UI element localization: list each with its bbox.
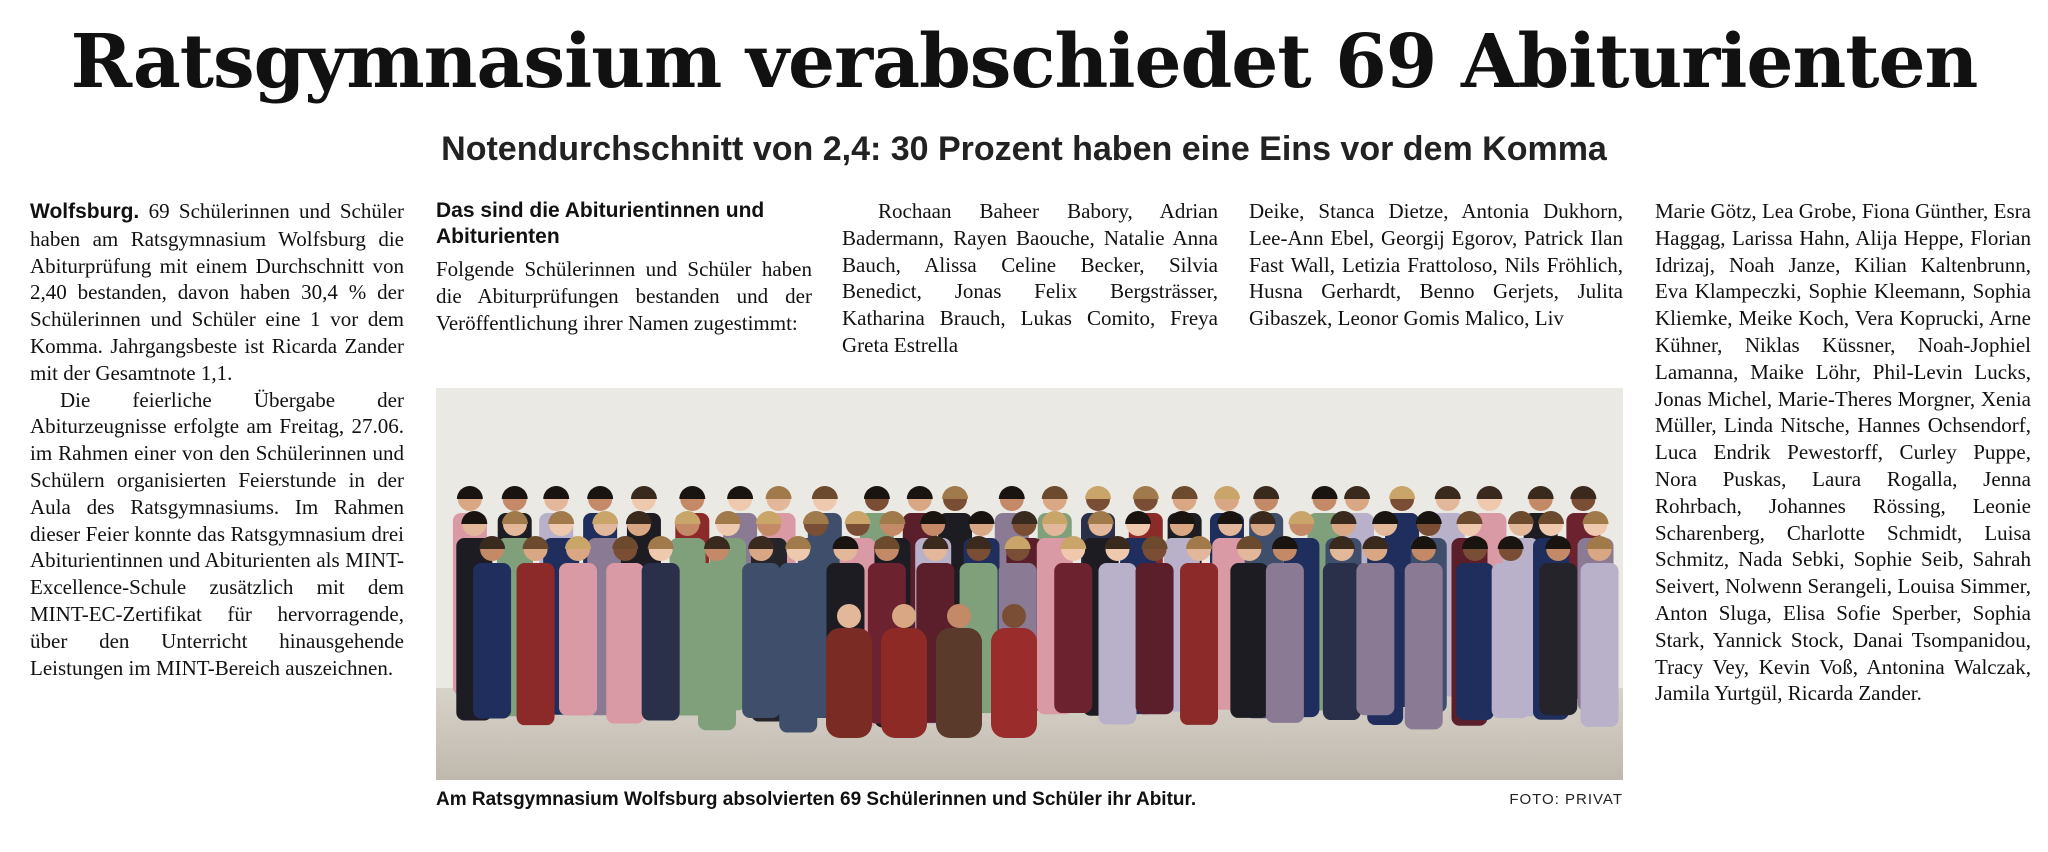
group-photo-illustration <box>436 388 1623 780</box>
person-body <box>1054 563 1092 713</box>
dateline: Wolfsburg. <box>30 200 140 223</box>
person-body <box>1098 563 1136 724</box>
person-body <box>1136 563 1174 714</box>
person-body <box>1492 563 1530 718</box>
person-body <box>779 563 817 733</box>
person-body <box>473 563 511 719</box>
names-list-part-2: Deike, Stanca Dietze, Antonia Dukhorn, Lee-Ann Ebel, Georgij Egorov, Patrick Ilan Fast Wall, Letizia Frattoloso, Nils Fröhlich, Husna Gerhardt, Benno Gerjets, Julita Gibaszek, Leonor Gomis Malico, Liv <box>1249 199 1623 331</box>
person-head <box>1002 604 1026 628</box>
group-photo <box>436 388 1623 780</box>
names-list-part-1: Rochaan Baheer Babory, Adrian Badermann, Rayen Baouche, Natalie Anna Bauch, Alissa Celine Becker, Silvia Benedict, Jonas Felix Bergsträsser, Katharina Brauch, Lukas Comito, Freya Greta Estrella <box>842 199 1218 357</box>
subheadline: Notendurchschnitt von 2,4: 30 Prozent haben eine Eins vor dem Komma <box>441 130 1607 168</box>
person-body <box>1230 563 1268 718</box>
article-paragraph-1 <box>30 198 404 387</box>
names-box-intro: Folgende Schülerinnen und Schüler haben die Abiturprüfungen bestanden und der Veröffentlichung ihrer Namen zugestimmt: <box>436 257 812 335</box>
headline: Ratsgymnasium verabschiedet 69 Abiturienten <box>70 19 1978 105</box>
person-body <box>1180 563 1218 725</box>
person-body <box>1456 563 1494 720</box>
person-body <box>1266 563 1304 723</box>
photo-caption: Am Ratsgymnasium Wolfsburg absolvierten 69 Schülerinnen und Schüler ihr Abitur. <box>436 789 1197 810</box>
person-body <box>991 628 1037 738</box>
person-head <box>892 604 916 628</box>
person-body <box>517 563 555 725</box>
person-body <box>642 563 680 721</box>
person-body <box>698 563 736 730</box>
person-body <box>1405 563 1443 729</box>
person-head <box>837 604 861 628</box>
person-body <box>742 563 780 718</box>
names-list-column-3 <box>1655 198 2031 707</box>
names-list-column-2 <box>1249 198 1623 332</box>
person-head <box>947 604 971 628</box>
person-body <box>1323 563 1361 720</box>
person-body <box>936 628 982 738</box>
names-box-intro-column <box>436 198 812 336</box>
person-body <box>881 628 927 738</box>
person-body <box>606 563 644 724</box>
person-body <box>1581 563 1619 727</box>
photo-caption-bar <box>436 788 1623 812</box>
names-box-heading: Das sind die Abiturientinnen und Abiturienten <box>436 199 765 248</box>
article-paragraph-2: Die feierliche Übergabe der Abiturzeugnisse erfolgte am Freitag, 27.06. im Rahmen einer von den Schülerinnen und Schülern organisierten Feierstunde in der Aula des Ratsgymnasiums. Im Rahmen dieser Feier konnte das Ratsgymnasium drei Abiturientinnen und Abiturienten als MINT-Excellence-Schule zusätzlich mit dem MINT-EC-Zertifikat für hervorragende, über den Unterricht hinausgehende Leistungen im MINT-Bereich auszeichnen. <box>30 387 404 680</box>
names-list-part-3: Marie Götz, Lea Grobe, Fiona Günther, Esra Haggag, Larissa Hahn, Alija Heppe, Florian Idrizaj, Noah Janze, Kilian Kaltenbrunn, Eva Klampeczki, Sophie Kleemann, Sophia Kliemke, Meike Koch, Vera Koprucki, Arne Kühner, Niklas Küssner, Noah-Jophiel Lamanna, Maike Löhr, Phil-Levin Lucks, Jonas Michel, Marie-Theres Morgner, Xenia Müller, Linda Nitsche, Hannes Ochsendorf, Luca Endrik Pewestorff, Curley Puppe, Nora Puskas, Laura Rogalla, Jenna Rohrbach, Johannes Rössing, Leonie Scharenberg, Charlotte Schmidt, Luisa Schmitz, Nada Sebki, Sophie Seib, Sahrah Seivert, Nolwenn Serangeli, Louisa Simmer, Anton Sluga, Elisa Sofie Sperber, Sophia Stark, Yannick Stock, Danai Tsompanidou, Tracy Vey, Kevin Voß, Antonina Walczak, Jamila Yurtgül, Ricarda Zander. <box>1655 199 2031 706</box>
person-body <box>559 563 597 715</box>
person-body <box>826 628 872 738</box>
person-body <box>1539 563 1577 715</box>
photo-credit: FOTO: PRIVAT <box>1509 791 1623 808</box>
article-column <box>30 198 404 681</box>
names-list-column-1 <box>842 198 1218 359</box>
article-paragraph-1-text: 69 Schülerinnen und Schüler haben am Ratsgymnasium Wolfsburg die Abiturprüfung mit einem Durchschnitt von 2,40 bestanden, davon haben 30,4 % der Schülerinnen und Schüler eine 1 vor dem Komma. Jahrgangsbeste ist Ricarda Zander mit der Gesamtnote 1,1. <box>30 199 405 385</box>
person-body <box>1356 563 1394 715</box>
